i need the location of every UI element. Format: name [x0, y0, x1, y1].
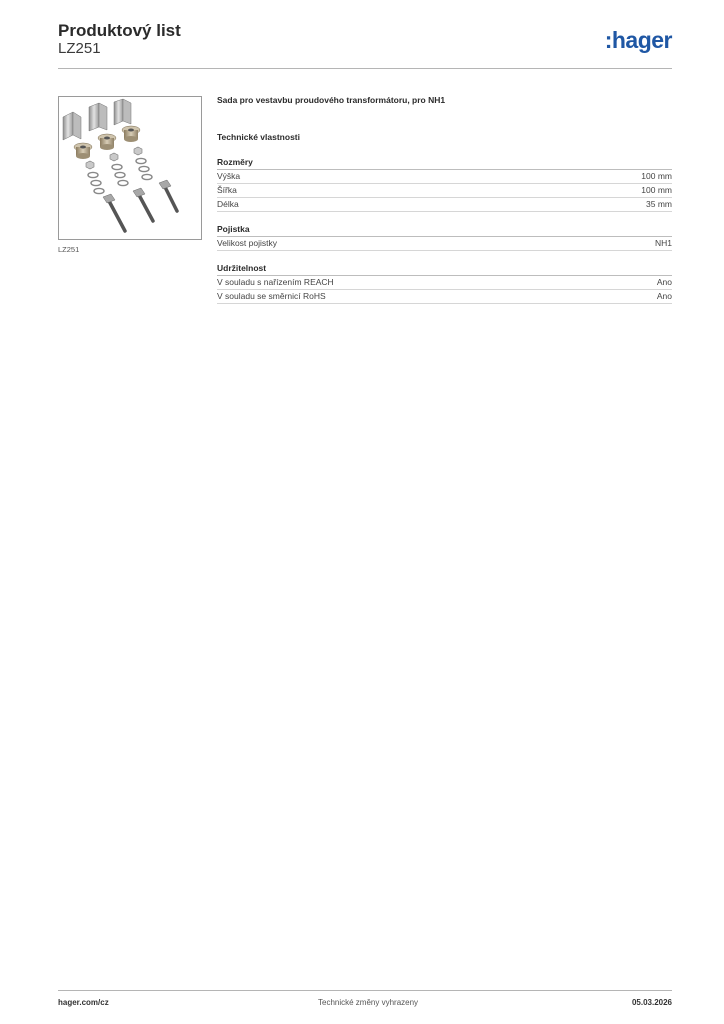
spec-label: Velikost pojistky — [217, 238, 277, 248]
group-title: Pojistka — [217, 224, 672, 237]
spec-row-fuse-size — [217, 237, 672, 251]
group-title: Udržitelnost — [217, 263, 672, 276]
spec-row-reach — [217, 276, 672, 290]
technical-properties-heading: Technické vlastnosti — [217, 132, 300, 142]
product-description: Sada pro vestavbu proudového transformátoru, pro NH1 — [217, 95, 446, 105]
bolt-3 — [159, 180, 177, 211]
bracket-3 — [114, 99, 131, 125]
spec-value: NH1 — [654, 238, 672, 248]
product-kit-illustration — [59, 97, 201, 239]
spec-row-length — [217, 198, 672, 212]
footer-website-link[interactable]: hager.com/cz — [58, 998, 109, 1007]
washers-column-1 — [86, 161, 104, 194]
spacer-1 — [74, 143, 92, 159]
group-fuse — [217, 224, 672, 251]
spec-label: Šířka — [217, 185, 237, 195]
footer-date: 05.03.2026 — [631, 998, 672, 1007]
spec-row-width — [217, 184, 672, 198]
hager-logo: :hager — [604, 27, 672, 53]
spec-label: Výška — [217, 171, 241, 181]
footer-note: Technické změny vyhrazeny — [318, 998, 419, 1007]
header-divider — [58, 68, 672, 69]
spec-row-height — [217, 170, 672, 184]
washers-column-2 — [110, 153, 128, 186]
image-caption: LZ251 — [58, 245, 80, 254]
spec-label: V souladu s nařízením REACH — [217, 277, 334, 287]
group-title: Rozměry — [217, 157, 672, 170]
spec-label: Délka — [217, 199, 239, 209]
group-dimensions — [217, 157, 672, 212]
spec-label: V souladu se směrnicí RoHS — [217, 291, 326, 301]
product-code: LZ251 — [58, 40, 101, 57]
spec-value: 35 mm — [646, 199, 672, 209]
spec-value: Ano — [656, 277, 672, 287]
spec-value: 100 mm — [641, 185, 672, 195]
spec-value: 100 mm — [641, 171, 672, 181]
page-title: Produktový list — [58, 21, 181, 40]
product-details — [217, 95, 672, 304]
bracket-1 — [63, 112, 81, 140]
washers-column-3 — [134, 147, 152, 180]
product-image — [58, 96, 202, 240]
spacer-3 — [122, 126, 140, 142]
spacer-2 — [98, 134, 116, 150]
bolt-1 — [103, 194, 125, 231]
spec-row-rohs — [217, 290, 672, 304]
footer-divider — [58, 990, 672, 991]
group-sustainability — [217, 263, 672, 304]
bolt-2 — [133, 188, 153, 221]
bracket-2 — [89, 103, 107, 131]
spec-value: Ano — [656, 291, 672, 301]
